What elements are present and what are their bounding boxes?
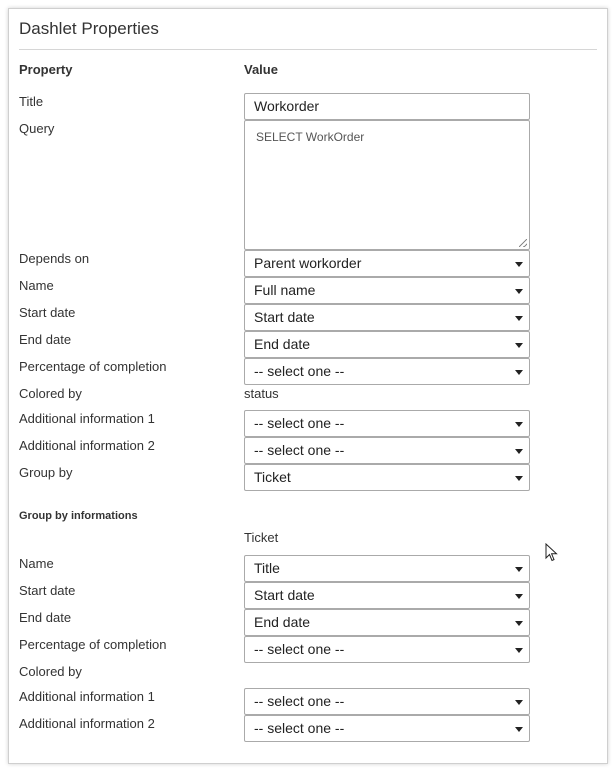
group-start-date-value: Start date: [254, 587, 315, 603]
chevron-down-icon: [515, 316, 523, 321]
panel-title: Dashlet Properties: [19, 19, 159, 38]
percentage-value: -- select one --: [254, 363, 345, 379]
additional-info-1-value: -- select one --: [254, 415, 345, 431]
name-label: Name: [19, 278, 54, 293]
depends-on-value: Parent workorder: [254, 255, 362, 271]
group-start-date-select[interactable]: [244, 582, 530, 609]
additional-info-2-label: Additional information 2: [19, 438, 155, 453]
query-text: SELECT WorkOrder: [256, 130, 365, 144]
query-textarea[interactable]: [244, 120, 530, 250]
group-additional-info-1-select[interactable]: [244, 688, 530, 715]
start-date-value: Start date: [254, 309, 315, 325]
name-value: Full name: [254, 282, 316, 298]
chevron-down-icon: [515, 370, 523, 375]
group-end-date-value: End date: [254, 614, 311, 630]
group-by-select[interactable]: [244, 464, 530, 491]
group-percentage-select[interactable]: [244, 636, 530, 663]
group-by-label: Group by: [19, 465, 73, 480]
query-label: Query: [19, 121, 55, 136]
group-additional-info-2-value: -- select one --: [254, 720, 345, 736]
name-select[interactable]: [244, 277, 530, 304]
chevron-down-icon: [515, 648, 523, 653]
chevron-down-icon: [515, 476, 523, 481]
chevron-down-icon: [515, 700, 523, 705]
group-additional-info-1-value: -- select one --: [254, 693, 345, 709]
percentage-select[interactable]: [244, 358, 530, 385]
chevron-down-icon: [515, 422, 523, 427]
chevron-down-icon: [515, 727, 523, 732]
group-start-date-label: Start date: [19, 583, 76, 598]
value-column-header: Value: [244, 62, 278, 77]
depends-on-label: Depends on: [19, 251, 90, 266]
group-name-value: Title: [254, 560, 280, 576]
chevron-down-icon: [515, 343, 523, 348]
additional-info-2-value: -- select one --: [254, 442, 345, 458]
title-input[interactable]: Workorder: [244, 93, 530, 120]
start-date-select[interactable]: [244, 304, 530, 331]
group-name-label: Name: [19, 556, 54, 571]
group-end-date-label: End date: [19, 610, 72, 625]
chevron-down-icon: [515, 449, 523, 454]
chevron-down-icon: [515, 594, 523, 599]
group-by-informations-heading: Group by informations: [19, 510, 138, 522]
group-name-select[interactable]: [244, 555, 530, 582]
depends-on-select[interactable]: [244, 250, 530, 277]
title-divider: [19, 49, 597, 50]
property-column-header: Property: [19, 62, 73, 77]
chevron-down-icon: [515, 621, 523, 626]
group-by-value: Ticket: [254, 469, 291, 485]
end-date-label: End date: [19, 332, 72, 347]
colored-by-label: Colored by: [19, 386, 82, 401]
colored-by-value: status: [244, 386, 279, 401]
group-end-date-select[interactable]: [244, 609, 530, 636]
group-colored-by-label: Colored by: [19, 664, 82, 679]
group-additional-info-2-label: Additional information 2: [19, 716, 155, 731]
additional-info-2-select[interactable]: [244, 437, 530, 464]
end-date-select[interactable]: [244, 331, 530, 358]
group-name: Ticket: [244, 530, 279, 545]
group-percentage-value: -- select one --: [254, 641, 345, 657]
percentage-label: Percentage of completion: [19, 359, 167, 374]
title-label: Title: [19, 94, 44, 109]
group-additional-info-2-select[interactable]: [244, 715, 530, 742]
resize-grip-icon[interactable]: [519, 239, 527, 247]
group-percentage-label: Percentage of completion: [19, 637, 167, 652]
chevron-down-icon: [515, 567, 523, 572]
end-date-value: End date: [254, 336, 311, 352]
additional-info-1-select[interactable]: [244, 410, 530, 437]
start-date-label: Start date: [19, 305, 76, 320]
additional-info-1-label: Additional information 1: [19, 411, 155, 426]
mouse-pointer-icon: [545, 543, 559, 568]
chevron-down-icon: [515, 262, 523, 267]
group-additional-info-1-label: Additional information 1: [19, 689, 155, 704]
chevron-down-icon: [515, 289, 523, 294]
